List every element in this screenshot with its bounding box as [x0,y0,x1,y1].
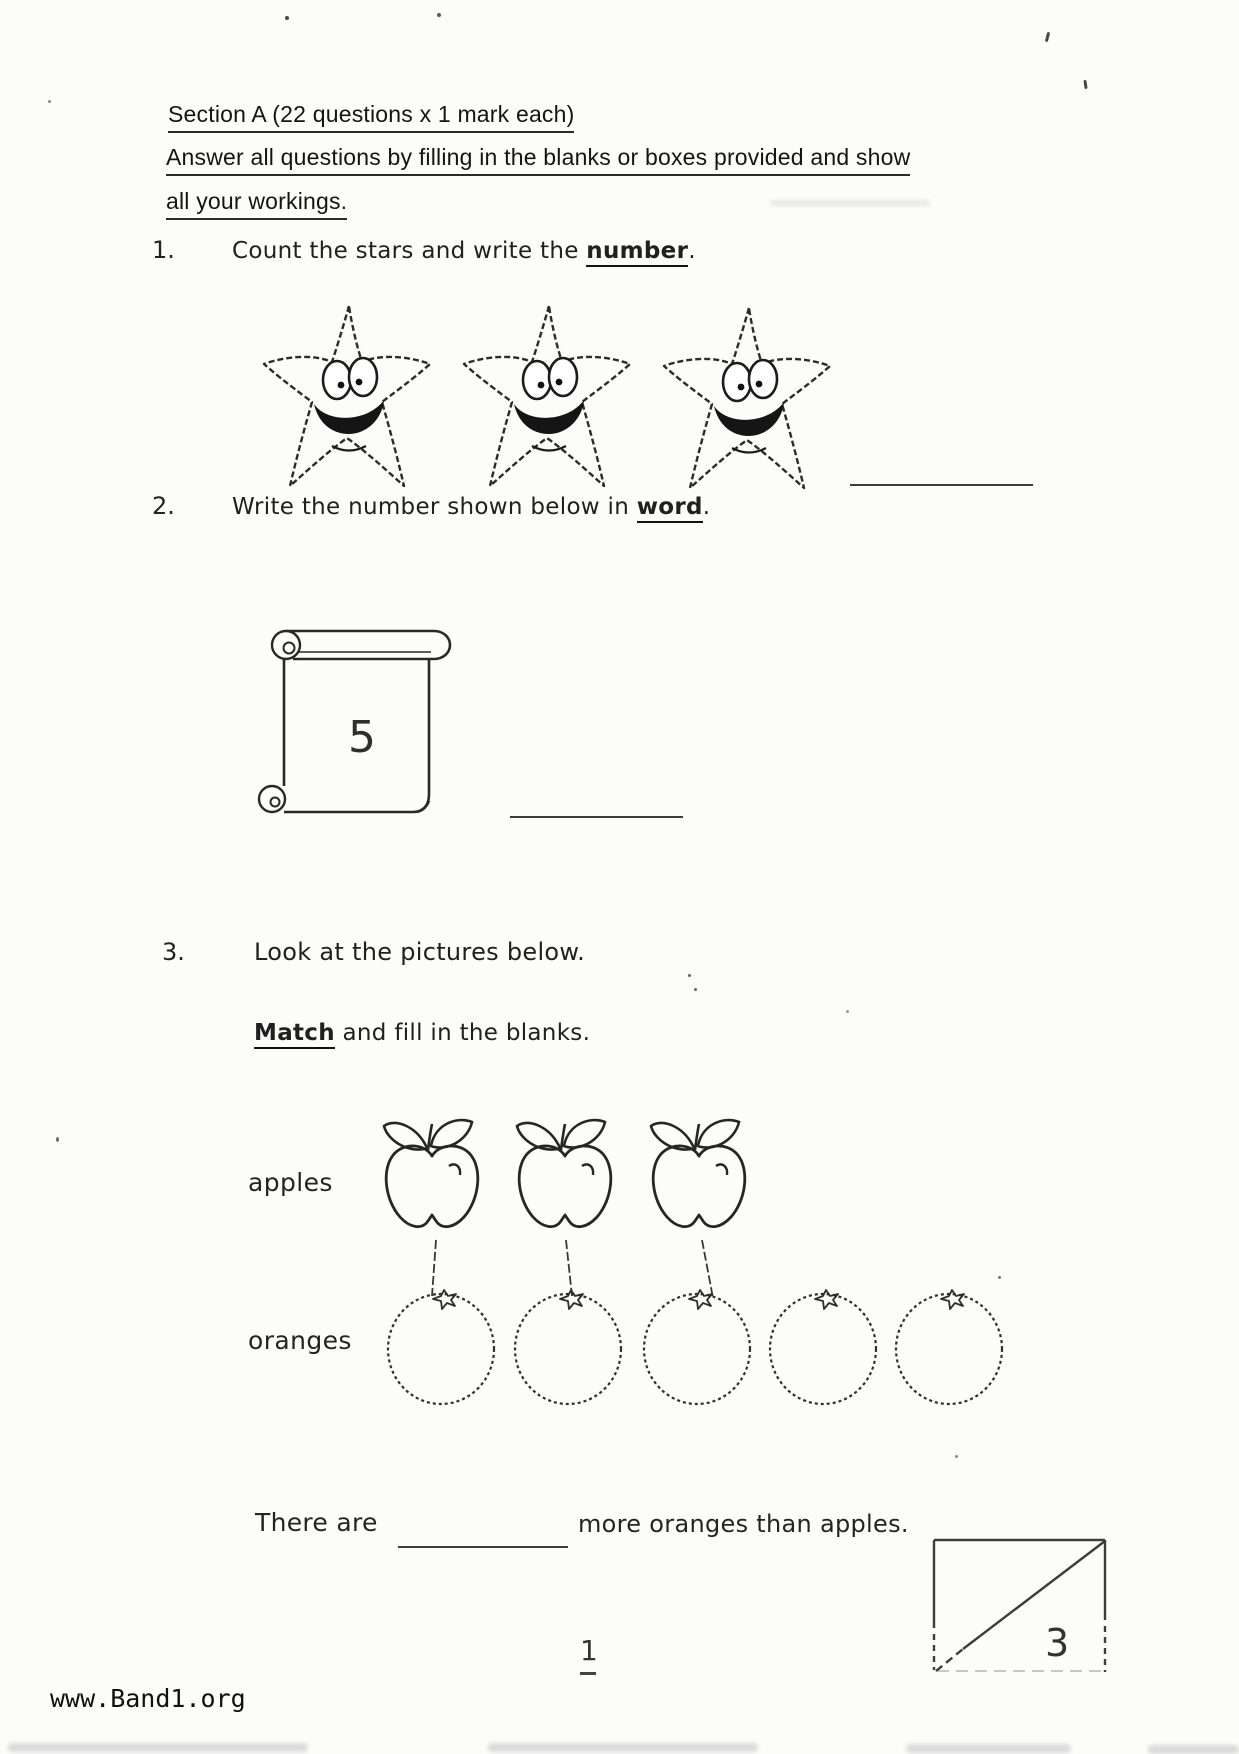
oranges-label: oranges [248,1326,352,1355]
instructions-line1-wrap [166,144,910,176]
q1-prompt-prefix: Count the stars and write the [232,238,587,264]
q2-number: 2. [152,492,175,520]
q2-answer-line [510,800,683,818]
star-icon [652,300,842,495]
q1-answer-line [850,468,1033,486]
q1-number: 1. [152,236,175,264]
scan-mark [1045,32,1050,42]
scan-speck [285,16,289,20]
q3-line2-rest: and fill in the blanks. [334,1020,591,1046]
page-number-underline [580,1672,596,1675]
scroll-number: 5 [348,712,376,763]
scan-speck [998,1276,1001,1279]
scan-speck [694,988,697,991]
score-box-marks: 3 [1045,1621,1070,1665]
apple-icon [375,1112,490,1242]
orange-icon [766,1287,881,1407]
q1-prompt-suffix: . [688,238,696,264]
q2-prompt-prefix: Write the number shown below in [232,494,637,520]
scan-speck [48,100,51,103]
star-icon [452,298,642,493]
instructions-line2: all your workings. [166,188,347,220]
orange-icon [640,1287,755,1407]
scan-smudge [770,200,930,206]
q2-prompt-suffix: . [702,494,711,520]
scan-speck [688,974,691,977]
apples-label: apples [248,1168,333,1197]
section-title: Section A (22 questions x 1 mark each) [168,101,574,133]
scan-smudge [488,1743,758,1752]
q2-prompt-keyword: word [637,494,703,523]
star-icon [252,298,442,493]
apple-icon [508,1112,623,1242]
orange-icon [511,1287,626,1407]
page-number: 1 [580,1634,598,1667]
scan-smudge [8,1743,308,1752]
scroll-icon [253,622,458,822]
q3-line1: Look at the pictures below. [254,938,586,966]
q3-answer-line [398,1530,568,1548]
q3-line2 [254,1020,590,1046]
score-box [925,1532,1120,1682]
q3-match-keyword: Match [254,1020,335,1049]
scan-speck [437,13,441,17]
website-footer: www.Band1.org [50,1684,246,1713]
q2-prompt [232,494,710,520]
q3-number: 3. [162,938,185,966]
q1-prompt-keyword: number [586,238,688,267]
q3-sentence-prefix: There are [255,1508,378,1537]
apple-icon [642,1112,757,1242]
orange-icon [384,1287,499,1407]
scan-speck [955,1455,958,1458]
q3-sentence-suffix: more oranges than apples. [578,1510,909,1538]
instructions-line2-wrap [166,188,347,220]
scan-mark [1083,80,1087,89]
scan-smudge [906,1744,1071,1753]
instructions-line1: Answer all questions by filling in the blanks or boxes provided and show [166,144,910,176]
scan-speck [846,1010,849,1013]
scan-smudge [1148,1745,1239,1754]
section-header [168,101,574,133]
orange-icon [892,1287,1007,1407]
q1-prompt [232,238,696,264]
scan-speck [56,1137,59,1142]
